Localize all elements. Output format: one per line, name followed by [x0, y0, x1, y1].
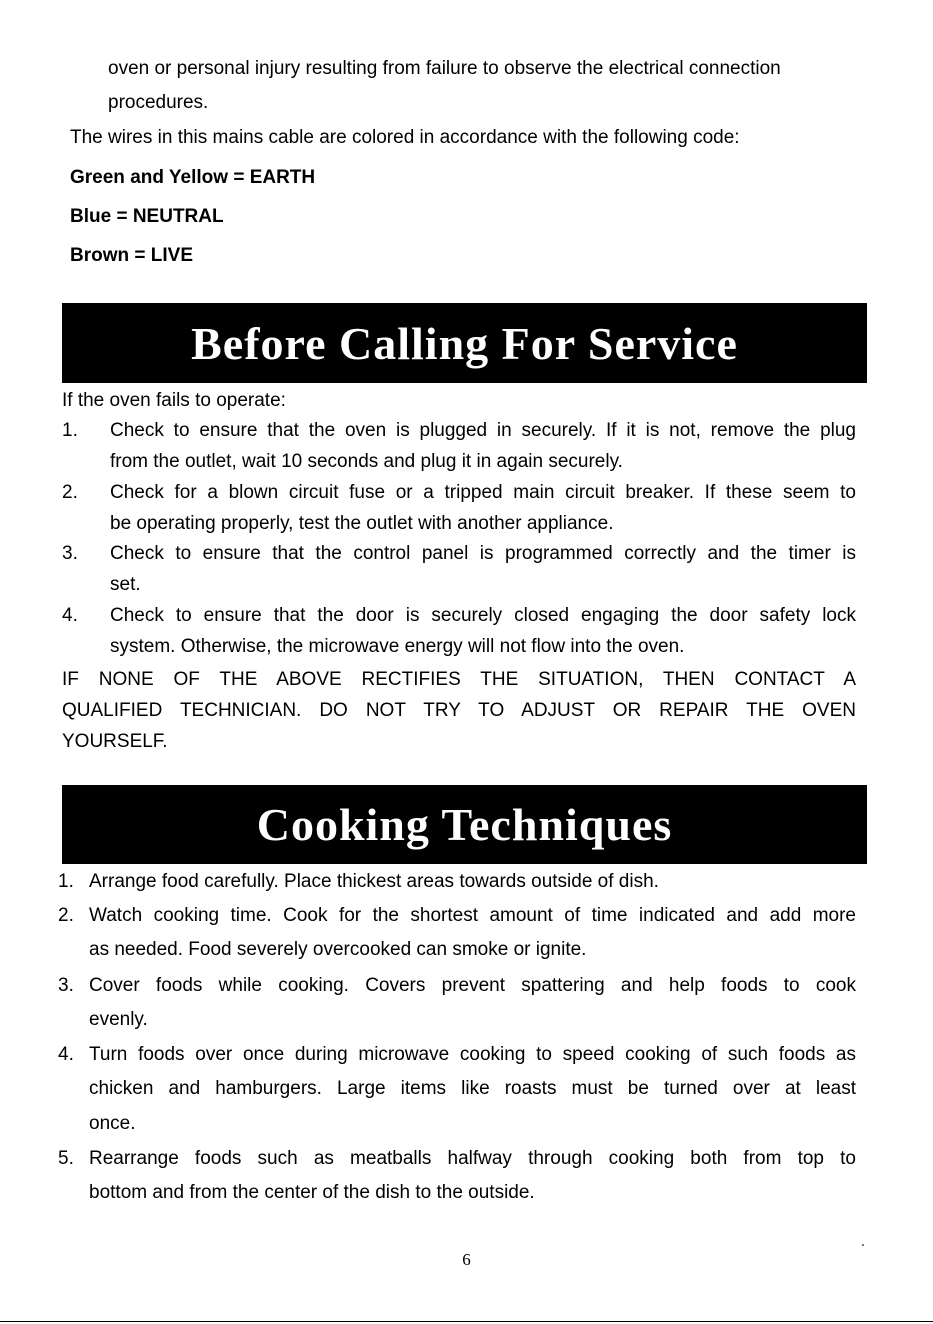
cooking-heading: Cooking Techniques: [256, 799, 673, 850]
cooking-item-number: 3.: [58, 975, 74, 996]
page-number: 6: [462, 1250, 471, 1269]
cooking-item-text: Turn foods over once during microwave cooking to speed cooking of such foods as: [89, 1044, 856, 1065]
service-item-text: set.: [110, 574, 141, 595]
page-bottom-rule: [0, 1321, 933, 1322]
cooking-item-text: as needed. Food severely overcooked can smoke or ignite.: [89, 939, 587, 960]
intro-continuation-line: procedures.: [108, 92, 209, 113]
service-lead: If the oven fails to operate:: [62, 390, 286, 411]
wire-code-earth: Green and Yellow = EARTH: [70, 167, 316, 188]
service-item-text: Check for a blown circuit fuse or a tripped main circuit breaker. If these seem to: [110, 482, 856, 503]
service-warning-line: YOURSELF.: [62, 731, 168, 752]
service-heading: Before Calling For Service: [191, 317, 738, 369]
wire-code-live: Brown = LIVE: [70, 245, 193, 266]
cooking-item-text: Cover foods while cooking. Covers prevent spattering and help foods to cook: [89, 975, 856, 996]
wire-color-intro: The wires in this mains cable are colored in accordance with the following code:: [70, 127, 740, 148]
cooking-item-text: chicken and hamburgers. Large items like roasts must be turned over at least: [89, 1078, 856, 1099]
cooking-item-number: 4.: [58, 1044, 74, 1065]
scan-speck: [862, 1244, 864, 1246]
service-item-text: system. Otherwise, the microwave energy will not flow into the oven.: [110, 636, 685, 657]
service-warning-line: IF NONE OF THE ABOVE RECTIFIES THE SITUATION, THEN CONTACT A: [62, 669, 856, 690]
cooking-item-number: 1.: [58, 871, 74, 892]
service-item-number: 3.: [62, 543, 78, 564]
cooking-item-number: 5.: [58, 1148, 74, 1169]
service-item-text: Check to ensure that the oven is plugged in securely. If it is not, remove the plug: [110, 420, 856, 441]
service-item-text: Check to ensure that the control panel is programmed correctly and the timer is: [110, 543, 856, 564]
cooking-item-text: evenly.: [89, 1009, 148, 1030]
service-warning-line: QUALIFIED TECHNICIAN. DO NOT TRY TO ADJUST OR REPAIR THE OVEN: [62, 700, 856, 721]
cooking-heading-banner: [62, 785, 867, 864]
wire-code-neutral: Blue = NEUTRAL: [70, 206, 224, 227]
service-item-number: 1.: [62, 420, 78, 441]
service-item-number: 2.: [62, 482, 78, 503]
cooking-item-text: Rearrange foods such as meatballs halfway through cooking both from top to: [89, 1148, 856, 1169]
service-item-text: Check to ensure that the door is securely closed engaging the door safety lock: [110, 605, 856, 626]
service-item-number: 4.: [62, 605, 78, 626]
cooking-item-number: 2.: [58, 905, 74, 926]
cooking-item-text: Arrange food carefully. Place thickest areas towards outside of dish.: [89, 871, 659, 892]
cooking-item-text: once.: [89, 1113, 136, 1134]
service-heading-banner: [62, 303, 867, 383]
intro-continuation-line: oven or personal injury resulting from failure to observe the electrical connection: [108, 58, 781, 79]
cooking-item-text: Watch cooking time. Cook for the shortest amount of time indicated and add more: [89, 905, 856, 926]
service-item-text: from the outlet, wait 10 seconds and plug it in again securely.: [110, 451, 623, 472]
service-item-text: be operating properly, test the outlet with another appliance.: [110, 513, 614, 534]
cooking-item-text: bottom and from the center of the dish to the outside.: [89, 1182, 535, 1203]
